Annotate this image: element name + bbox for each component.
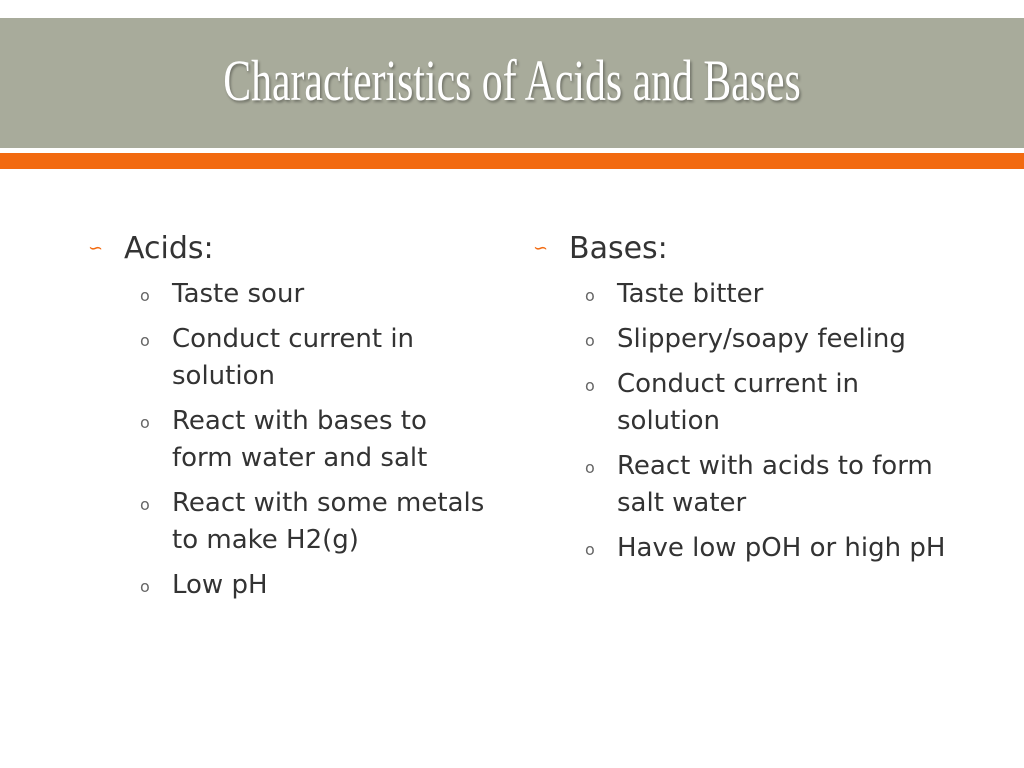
circle-bullet-icon: o [140, 413, 150, 432]
circle-bullet-icon: o [585, 458, 595, 477]
list-item [140, 485, 490, 559]
bases-column [533, 228, 953, 575]
list-item [585, 276, 947, 313]
list-item-text: Conduct current in solution [617, 369, 860, 436]
acids-heading: Acids: [124, 230, 214, 266]
circle-bullet-icon: o [140, 331, 150, 350]
list-item-text: Taste sour [172, 279, 305, 309]
list-item [140, 567, 490, 604]
bases-heading-row [533, 228, 953, 268]
list-item [585, 366, 947, 440]
list-item-text: Taste bitter [617, 279, 764, 309]
list-item [585, 321, 947, 358]
list-item-text: Conduct current in solution [172, 324, 415, 391]
ornament-bullet-icon: ∽ [533, 237, 547, 259]
list-item [140, 403, 490, 477]
circle-bullet-icon: o [140, 495, 150, 514]
ornament-bullet-icon: ∽ [88, 237, 102, 259]
circle-bullet-icon: o [585, 286, 595, 305]
acids-column [88, 228, 508, 612]
list-item [140, 321, 490, 395]
circle-bullet-icon: o [140, 577, 150, 596]
slide-title: Characteristics of Acids and Bases [223, 47, 801, 113]
bases-heading: Bases: [569, 230, 668, 266]
list-item-text: Low pH [172, 570, 268, 600]
circle-bullet-icon: o [585, 331, 595, 350]
bases-list [533, 276, 953, 567]
acids-heading-row [88, 228, 508, 268]
circle-bullet-icon: o [140, 286, 150, 305]
list-item [585, 448, 947, 522]
accent-bar [0, 153, 1024, 169]
list-item-text: React with acids to form salt water [617, 451, 933, 518]
list-item-text: React with bases to form water and salt [172, 406, 428, 473]
list-item-text: Have low pOH or high pH [617, 533, 946, 563]
list-item-text: React with some metals to make H2(g) [172, 488, 485, 555]
list-item [140, 276, 490, 313]
list-item-text: Slippery/soapy feeling [617, 324, 906, 354]
list-item [585, 530, 947, 567]
acids-list [88, 276, 508, 604]
circle-bullet-icon: o [585, 540, 595, 559]
circle-bullet-icon: o [585, 376, 595, 395]
